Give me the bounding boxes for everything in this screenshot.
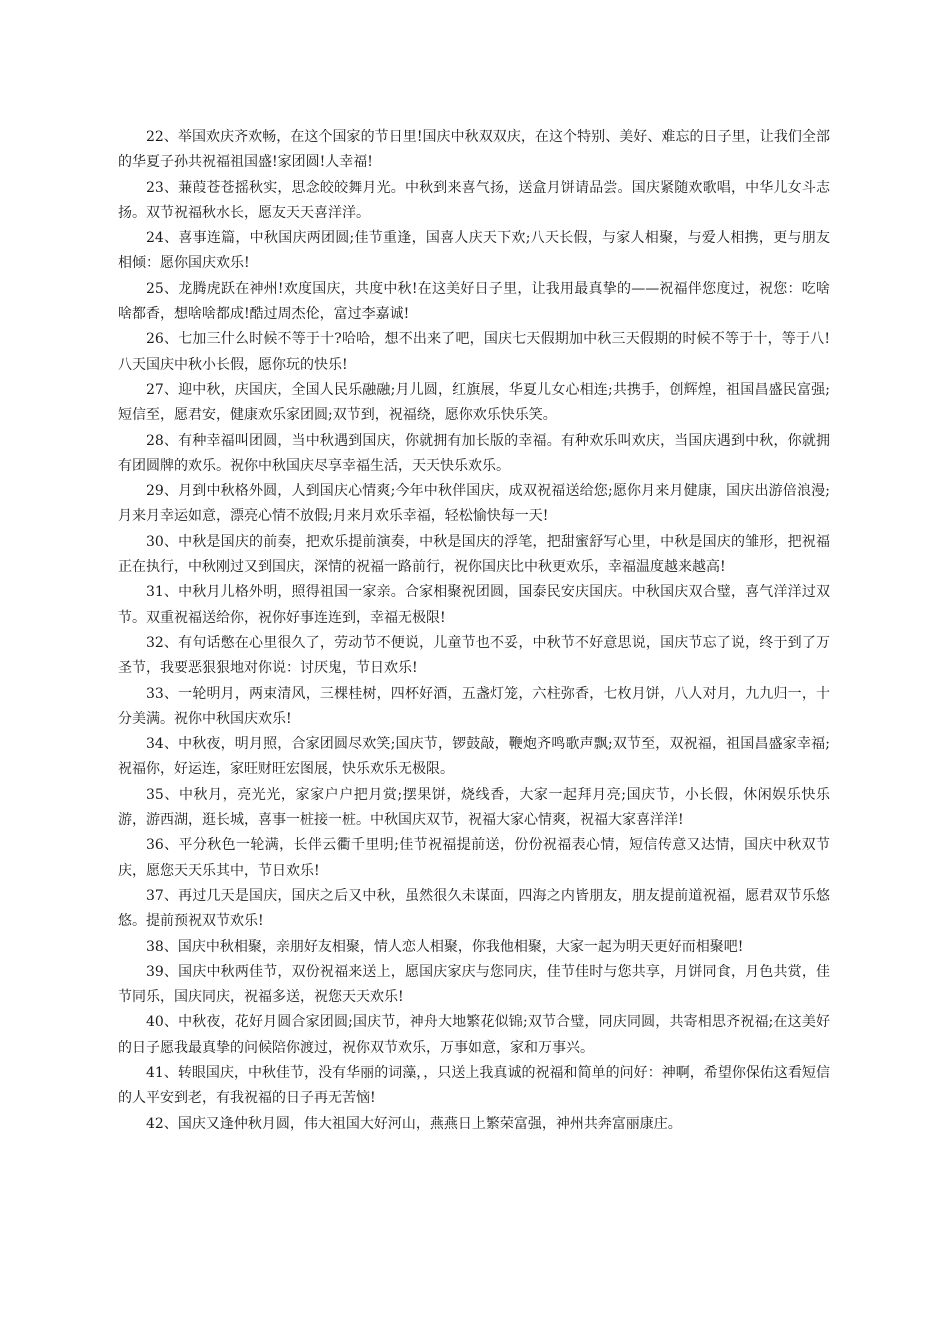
wish-paragraph-39: 39、国庆中秋两佳节，双份祝福来送上，愿国庆家庆与您同庆，佳节佳时与您共享，月饼同食，月色共赏，佳节同乐，国庆同庆，祝福多送，祝您天天欢乐! xyxy=(118,963,830,1006)
wish-paragraph-41: 41、转眼国庆，中秋佳节，没有华丽的词藻，，只送上我真诚的祝福和简单的问好：神啊，希望你保佑这看短信的人平安到老，有我祝福的日子再无苦恼! xyxy=(118,1064,830,1107)
wish-paragraph-22: 22、举国欢庆齐欢畅，在这个国家的节日里!国庆中秋双双庆，在这个特别、美好、难忘的日子里，让我们全部的华夏子孙共祝福祖国盛!家团圆!人幸福! xyxy=(118,129,830,171)
wish-paragraph-42: 42、国庆又逢仲秋月圆，伟大祖国大好河山，燕燕日上繁荣富强，神州共奔富丽康庄。 xyxy=(146,1115,682,1132)
wish-paragraph-37: 37、再过几天是国庆，国庆之后又中秋，虽然很久未谋面，四海之内皆朋友，朋友提前道祝福，愿君双节乐悠悠。提前预祝双节欢乐! xyxy=(118,887,830,930)
wish-paragraph-23: 23、蒹葭苍苍摇秋实，思念皎皎舞月光。中秋到来喜气扬，送盒月饼请品尝。国庆紧随欢歌唱，中华儿女斗志扬。双节祝福秋水长，愿友天天喜洋洋。 xyxy=(118,179,830,221)
wish-paragraph-28: 28、有种幸福叫团圆，当中秋遇到国庆，你就拥有加长版的幸福。有种欢乐叫欢庆，当国庆遇到中秋，你就拥有团圆牌的欢乐。祝你中秋国庆尽享幸福生活，天天快乐欢乐。 xyxy=(118,432,830,474)
wish-paragraph-33: 33、一轮明月，两束清风，三棵桂树，四杯好酒，五盏灯笼，六柱弥香，七枚月饼，八人对月，九九归一，十分美满。祝你中秋国庆欢乐! xyxy=(118,685,830,727)
wish-paragraph-29: 29、月到中秋格外圆，人到国庆心情爽;今年中秋伴国庆，成双祝福送给您;愿你月来月健康，国庆出游倍浪漫;月来月幸运如意，漂亮心情不放假;月来月欢乐幸福，轻松愉快每一天! xyxy=(118,483,830,525)
document-body xyxy=(118,125,830,1137)
wish-paragraph-36: 36、平分秋色一轮满，长伴云衢千里明;佳节祝福提前送，份份祝福表心情，短信传意又达情，国庆中秋双节庆，愿您天天乐其中，节日欢乐! xyxy=(118,837,830,879)
wish-paragraph-26: 26、七加三什么时候不等于十?哈哈，想不出来了吧，国庆七天假期加中秋三天假期的时候不等于十，等于八!八天国庆中秋小长假，愿你玩的快乐! xyxy=(118,331,830,373)
wish-paragraph-38: 38、国庆中秋相聚，亲朋好友相聚，情人恋人相聚，你我他相聚，大家一起为明天更好而相聚吧! xyxy=(146,938,744,955)
wish-paragraph-40: 40、中秋夜，花好月圆合家团圆;国庆节，神舟大地繁花似锦;双节合璧，同庆同圆，共寄相思齐祝福;在这美好的日子愿我最真挚的问候陪你渡过，祝你双节欢乐，万事如意，家和万事兴。 xyxy=(118,1014,830,1056)
wish-paragraph-30: 30、中秋是国庆的前奏，把欢乐提前演奏，中秋是国庆的浮笔，把甜蜜舒写心里，中秋是国庆的雏形，把祝福正在执行，中秋刚过又到国庆，深情的祝福一路前行，祝你国庆比中秋更欢乐，幸福温度越来越高! xyxy=(118,533,830,576)
wish-paragraph-25: 25、龙腾虎跃在神州!欢度国庆，共度中秋!在这美好日子里，让我用最真挚的——祝福伴您度过，祝您：吃啥啥都香，想啥啥都成!酷过周杰伦，富过李嘉诚! xyxy=(118,280,830,323)
wish-paragraph-35: 35、中秋月，亮光光，家家户户把月赏;摆果饼，烧线香，大家一起拜月亮;国庆节，小长假，休闲娱乐快乐游，游西湖，逛长城，喜事一桩接一桩。中秋国庆双节，祝福大家心情爽，祝福大家喜洋洋! xyxy=(118,786,830,829)
wish-paragraph-24: 24、喜事连篇，中秋国庆两团圆;佳节重逢，国喜人庆天下欢;八天长假，与家人相聚，与爱人相携，更与朋友相倾：愿你国庆欢乐! xyxy=(118,230,830,272)
wish-paragraph-34: 34、中秋夜，明月照，合家团圆尽欢笑;国庆节，锣鼓敲，鞭炮齐鸣歌声飘;双节至，双祝福，祖国昌盛家幸福;祝福你，好运连，家旺财旺宏图展，快乐欢乐无极限。 xyxy=(118,736,830,778)
wish-paragraph-32: 32、有句话憋在心里很久了，劳动节不便说，儿童节也不妥，中秋节不好意思说，国庆节忘了说，终于到了万圣节，我要恶狠狠地对你说：讨厌鬼，节日欢乐! xyxy=(118,634,830,677)
wish-paragraph-31: 31、中秋月儿格外明，照得祖国一家亲。合家相聚祝团圆，国泰民安庆国庆。中秋国庆双合璧，喜气洋洋过双节。双重祝福送给你，祝你好事连连到，幸福无极限! xyxy=(118,584,830,626)
wish-paragraph-27: 27、迎中秋，庆国庆，全国人民乐融融;月儿圆，红旗展，华夏儿女心相连;共携手，创辉煌，祖国昌盛民富强;短信至，愿君安，健康欢乐家团圆;双节到，祝福绕，愿你欢乐快乐笑。 xyxy=(118,381,830,424)
